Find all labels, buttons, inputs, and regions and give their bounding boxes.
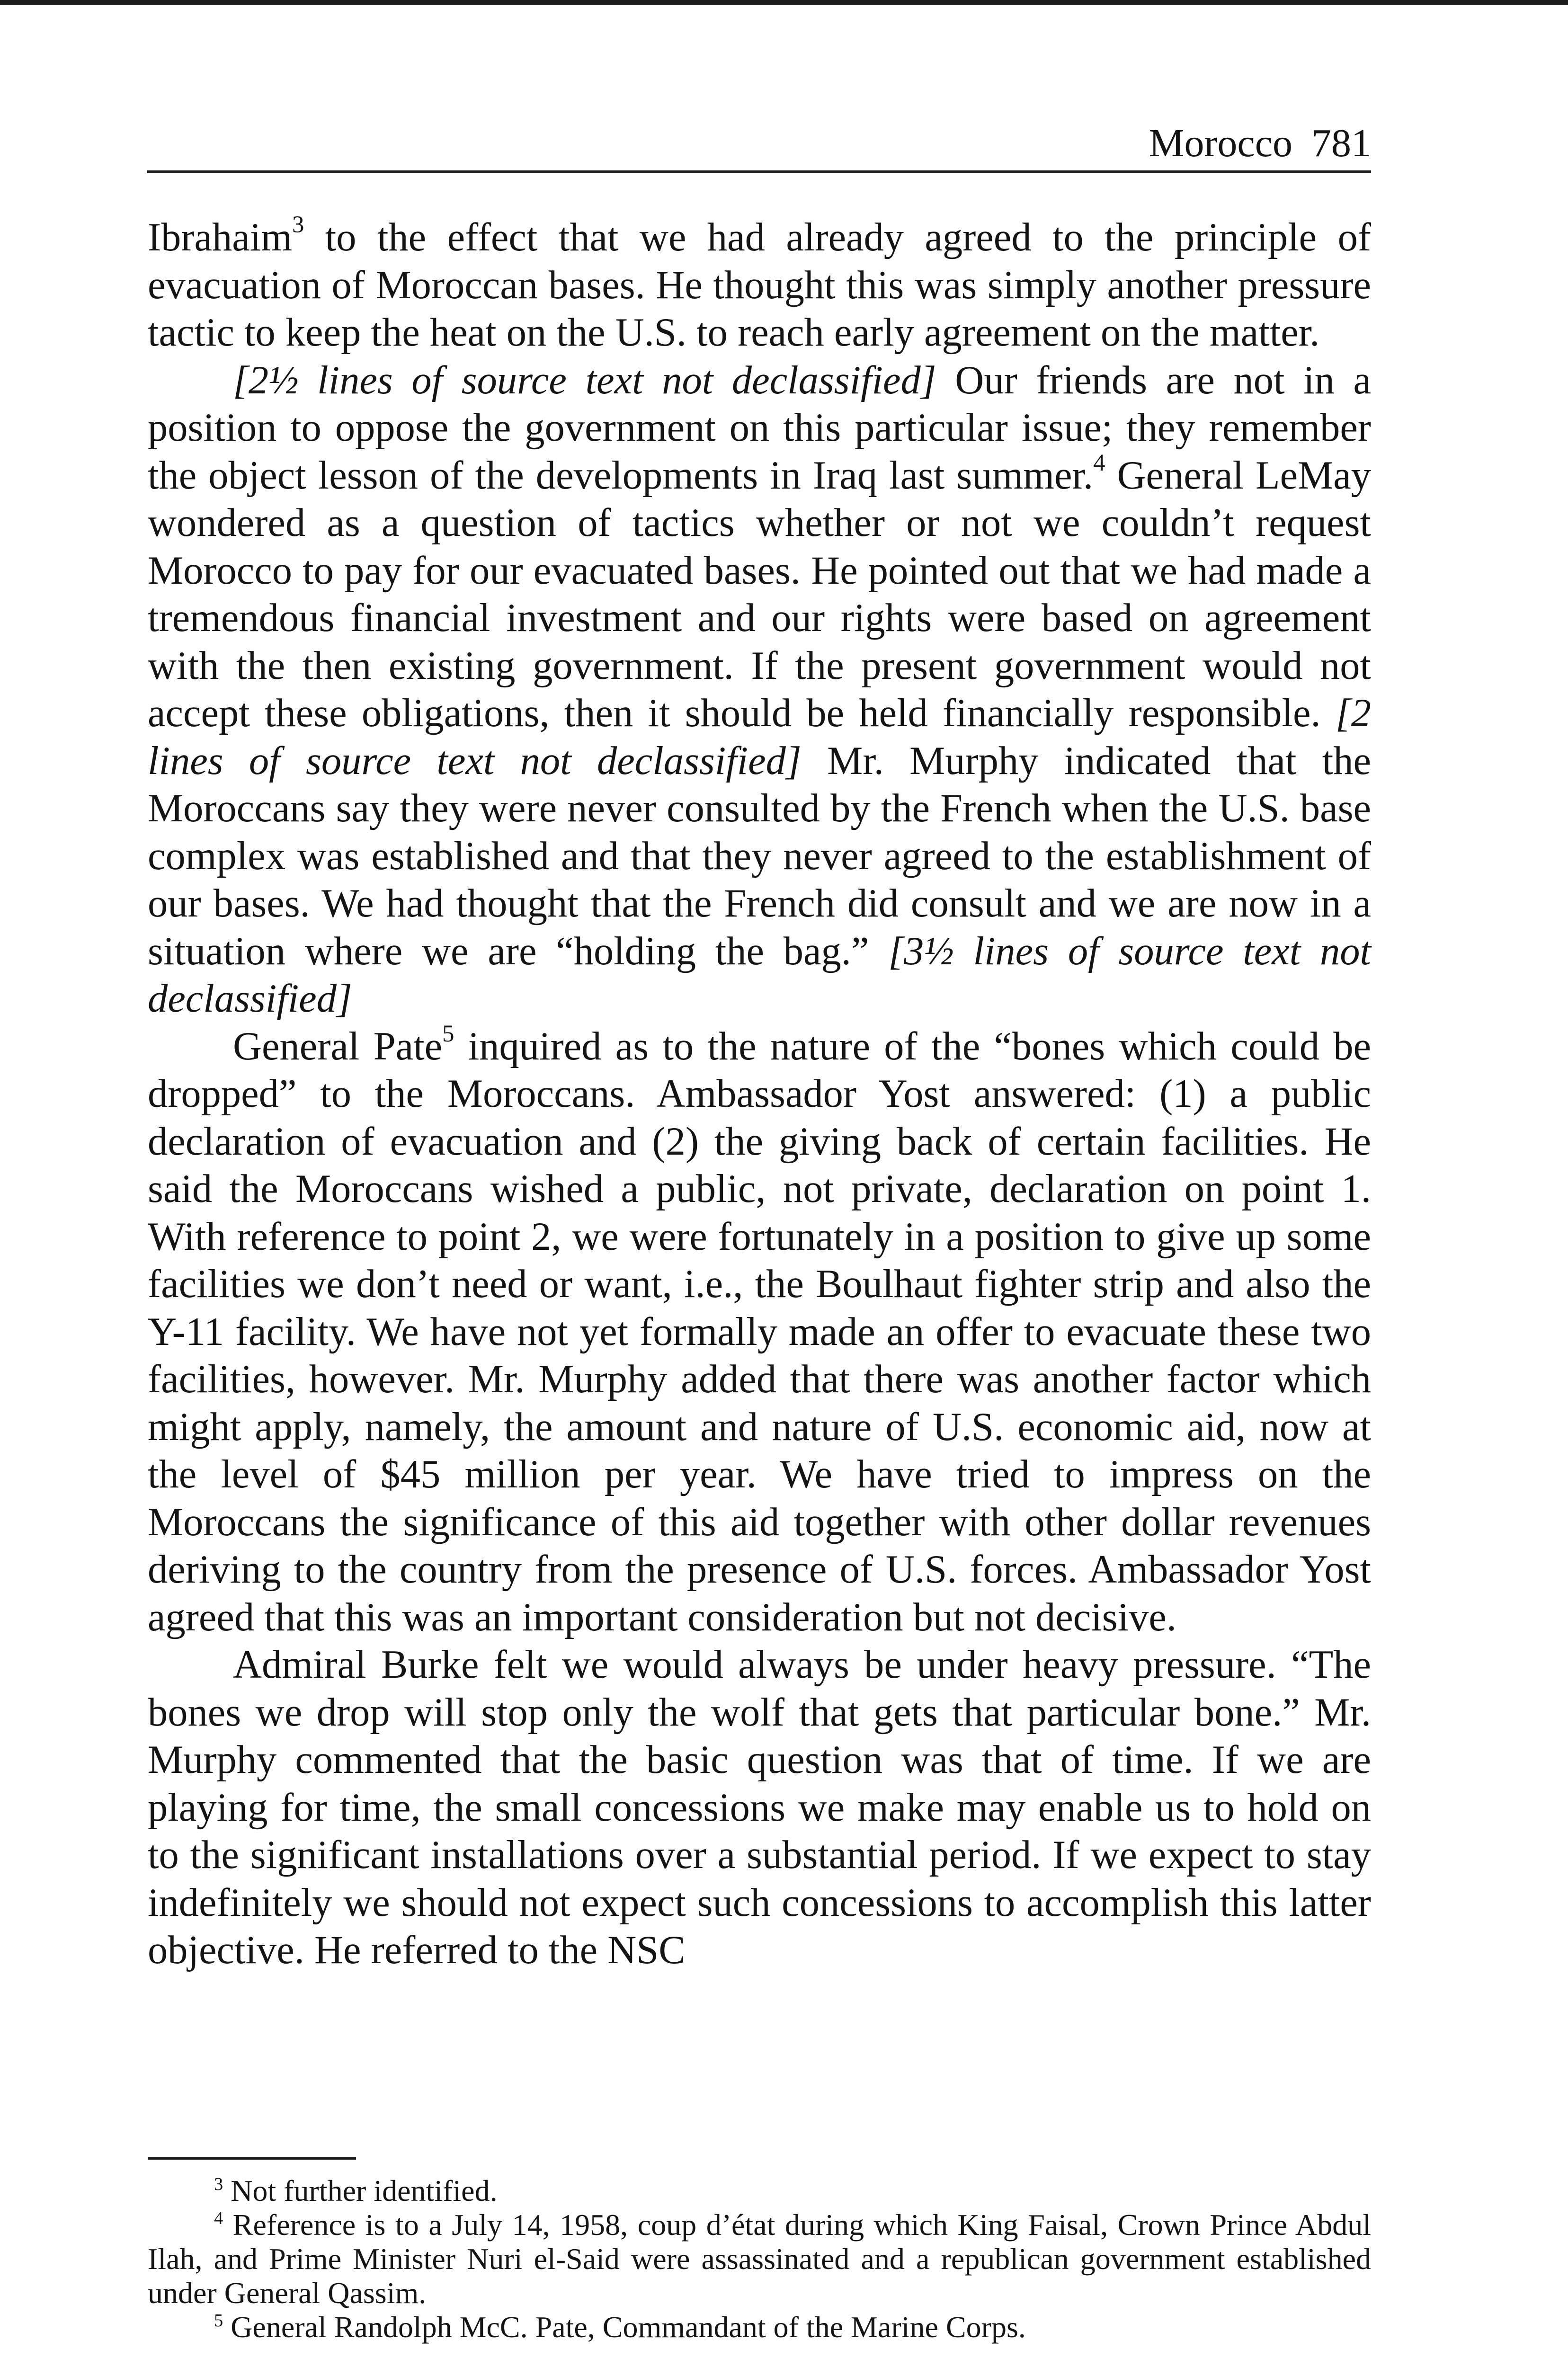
footnote-text: General Randolph McC. Pate, Commandant of the Marine Corps. [231,2310,1026,2344]
paragraph-text: to the effect that we had already agreed to the principle of evacuation of Moroccan bases. He thought this was simply another pressure tactic to keep the heat on the U.S. to reach early agreement on the matter. [148,215,1371,355]
paragraph-text: Our friends are not in a position to oppose the government on this particular issue; they remember the object lesson of the developments in Iraq last summer. [148,358,1371,498]
editorial-note: [3½ lines of source text not declassified] [148,929,1371,1021]
footnote [148,2310,1371,2344]
page-top-edge [0,0,1568,5]
body-paragraph [148,1020,1371,1642]
body-paragraph [148,357,1371,1023]
footnote-reference: 5 [442,1020,454,1047]
paragraph-text: General Pate [233,1024,443,1068]
body-paragraph [148,211,1371,357]
footnote-marker: 4 [214,2208,223,2228]
footnote-text: Not further identified. [231,2174,498,2207]
paragraph-text: Mr. Murphy indicated that the Moroccans say they were never consulted by the French when the U.S. base complex was established and that they never agreed to the establishment of our bases. We had thought that the French did consult and we are now in a situation where we are “holding the bag.” [148,739,1371,973]
header-rule [147,170,1371,173]
paragraph-text: General LeMay wondered as a question of tactics whether or not we couldn’t request Morocco to pay for our evacuated bases. He pointed out that we had made a tremendous financial investment and our rights were based on agreement with the then existing government. If the present government would not accept these obligations, then it should be held financially responsible. [148,453,1371,735]
paragraph-text: Admiral Burke felt we would always be under heavy pressure. “The bones we drop will stop only the wolf that gets that particular bone.” Mr. Murphy commented that the basic question was that of time. If we are playing for time, the small concessions we make may enable us to hold on to the significant installations over a substantial period. If we expect to stay indefinitely we should not expect such concessions to accomplish this latter objective. He referred to the NSC [148,1643,1371,1972]
body-text [148,211,1371,1975]
footnote-reference: 3 [292,211,304,238]
footnote-text: Reference is to a July 14, 1958, coup d’état during which King Faisal, Crown Prince Abdul Ilah, and Prime Minister Nuri el-Said were assassinated and a republican government established under General Qassim. [148,2208,1372,2310]
editorial-note: [2 lines of source text not declassified] [148,691,1371,783]
running-head-title: Morocco [1149,121,1292,165]
editorial-note: [2½ lines of source text not declassified] [233,358,936,402]
running-head [147,117,1371,170]
footnotes [148,2174,1371,2344]
page-number: 781 [1311,121,1371,165]
paragraph-text: Ibrahaim [148,215,292,259]
paragraph-text: inquired as to the nature of the “bones which could be dropped” to the Moroccans. Ambassador Yost answered: (1) a public declaration of evacuation and (2) the giving back of certain facilities. He said the Moroccans wished a public, not private, declaration on point 1. With reference to point 2, we were fortunately in a position to give up some facilities we don’t need or want, i.e., the Boulhaut fighter strip and also the Y-11 facility. We have not yet formally made an offer to evacuate these two facilities, however. Mr. Murphy added that there was another factor which might apply, namely, the amount and nature of U.S. economic aid, now at the level of $45 million per year. We have tried to impress on the Moroccans the significance of this aid together with other dollar revenues deriving to the country from the presence of U.S. forces. Ambassador Yost agreed that this was an important consideration but not decisive. [148,1024,1371,1639]
footnote-marker: 3 [214,2174,223,2194]
footnote [148,2208,1371,2310]
running-head-text [1149,117,1371,169]
footnote-rule [148,2157,356,2160]
body-paragraph [148,1641,1371,1975]
footnote-marker: 5 [214,2310,223,2331]
footnote [148,2174,1371,2208]
footnote-reference: 4 [1093,449,1105,476]
